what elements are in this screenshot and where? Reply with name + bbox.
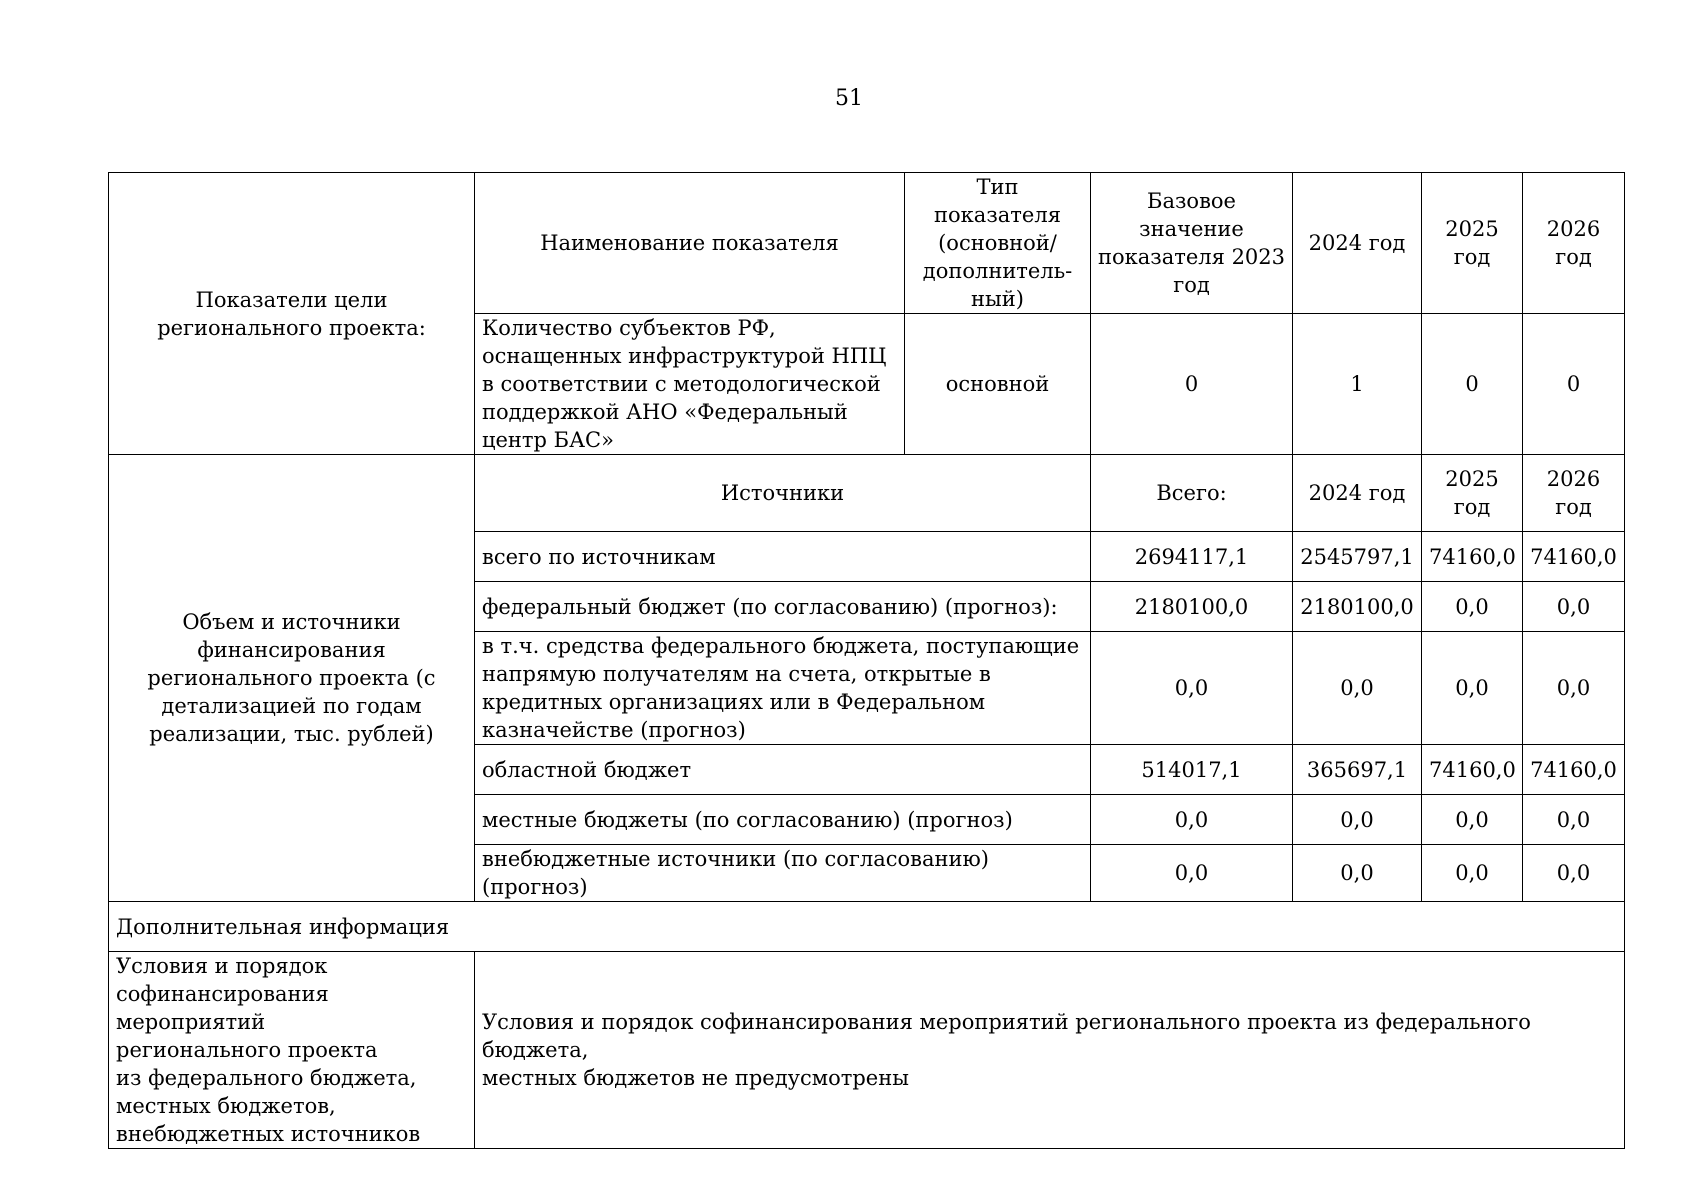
financing-2025: 0,0: [1422, 845, 1523, 902]
financing-source: федеральный бюджет (по согласованию) (прогноз):: [475, 582, 1091, 632]
cofinancing-row: [109, 952, 1625, 1149]
cofinancing-label-line: софинансирования мероприятий: [116, 982, 329, 1034]
financing-total: 2180100,0: [1091, 582, 1293, 632]
financing-2024: 2545797,1: [1293, 532, 1422, 582]
financing-2024: 0,0: [1293, 632, 1422, 745]
financing-2026: 0,0: [1523, 632, 1625, 745]
indicator-name: Количество субъектов РФ, оснащенных инфраструктурой НПЦ в соответствии с методологической поддержкой АНО «Федеральный центр БАС»: [475, 314, 905, 455]
financing-2024: 365697,1: [1293, 745, 1422, 795]
cofinancing-label: [109, 952, 475, 1149]
cofinancing-label-line: местных бюджетов,: [116, 1094, 336, 1118]
financing-2024: 0,0: [1293, 795, 1422, 845]
cofinancing-label-line: Условия и порядок: [116, 954, 328, 978]
financing-2026: 0,0: [1523, 845, 1625, 902]
header-indicator-name: Наименование показателя: [475, 173, 905, 314]
cofinancing-label-line: регионального проекта: [116, 1038, 378, 1062]
financing-source: областной бюджет: [475, 745, 1091, 795]
goal-indicators-label: Показатели цели регионального проекта:: [109, 173, 475, 455]
financing-2026: 0,0: [1523, 582, 1625, 632]
header-total: Всего:: [1091, 455, 1293, 532]
financing-2024: 0,0: [1293, 845, 1422, 902]
header-year-2025: 2025 год: [1422, 173, 1523, 314]
cofinancing-label-line: из федерального бюджета,: [116, 1066, 417, 1090]
cofinancing-text-line: Условия и порядок софинансирования мероприятий регионального проекта из федерального бюджета,: [482, 1010, 1531, 1062]
cofinancing-text: [475, 952, 1625, 1149]
indicator-type: основной: [905, 314, 1091, 455]
page-number: 51: [835, 86, 863, 111]
financing-source: всего по источникам: [475, 532, 1091, 582]
financing-total: 514017,1: [1091, 745, 1293, 795]
financing-2026: 74160,0: [1523, 745, 1625, 795]
financing-source: в т.ч. средства федерального бюджета, поступающие напрямую получателям на счета, открытые в кредитных организациях или в Федеральном казначействе (прогноз): [475, 632, 1091, 745]
indicator-base-value: 0: [1091, 314, 1293, 455]
financing-source: местные бюджеты (по согласованию) (прогноз): [475, 795, 1091, 845]
financing-2025: 0,0: [1422, 582, 1523, 632]
financing-2026: 74160,0: [1523, 532, 1625, 582]
financing-2025: 74160,0: [1422, 532, 1523, 582]
header-base-value: Базовое значение показателя 2023 год: [1091, 173, 1293, 314]
additional-info-row: [109, 902, 1625, 952]
indicator-value-2025: 0: [1422, 314, 1523, 455]
financing-2025: 0,0: [1422, 795, 1523, 845]
financing-2024: 2180100,0: [1293, 582, 1422, 632]
header-sources: Источники: [475, 455, 1091, 532]
regional-project-table: [108, 172, 1625, 1149]
financing-total: 0,0: [1091, 795, 1293, 845]
cofinancing-text-line: местных бюджетов не предусмотрены: [482, 1066, 909, 1090]
financing-header-2024: 2024 год: [1293, 455, 1422, 532]
cofinancing-label-line: внебюджетных источников: [116, 1122, 421, 1146]
header-year-2026: 2026 год: [1523, 173, 1625, 314]
financing-source: внебюджетные источники (по согласованию) (прогноз): [475, 845, 1091, 902]
goal-indicators-header-row: [109, 173, 1625, 314]
indicator-value-2024: 1: [1293, 314, 1422, 455]
financing-header-2025: 2025 год: [1422, 455, 1523, 532]
header-year-2024: 2024 год: [1293, 173, 1422, 314]
financing-header-row: [109, 455, 1625, 532]
financing-2026: 0,0: [1523, 795, 1625, 845]
financing-total: 0,0: [1091, 632, 1293, 745]
financing-2025: 74160,0: [1422, 745, 1523, 795]
financing-2025: 0,0: [1422, 632, 1523, 745]
financing-total: 2694117,1: [1091, 532, 1293, 582]
financing-label: Объем и источники финансирования регионального проекта (с детализацией по годам реализации, тыс. рублей): [109, 455, 475, 902]
financing-header-2026: 2026 год: [1523, 455, 1625, 532]
additional-info-label: Дополнительная информация: [109, 902, 1625, 952]
financing-total: 0,0: [1091, 845, 1293, 902]
header-indicator-type: Тип показателя (основной/ дополнитель-ный): [905, 173, 1091, 314]
indicator-value-2026: 0: [1523, 314, 1625, 455]
